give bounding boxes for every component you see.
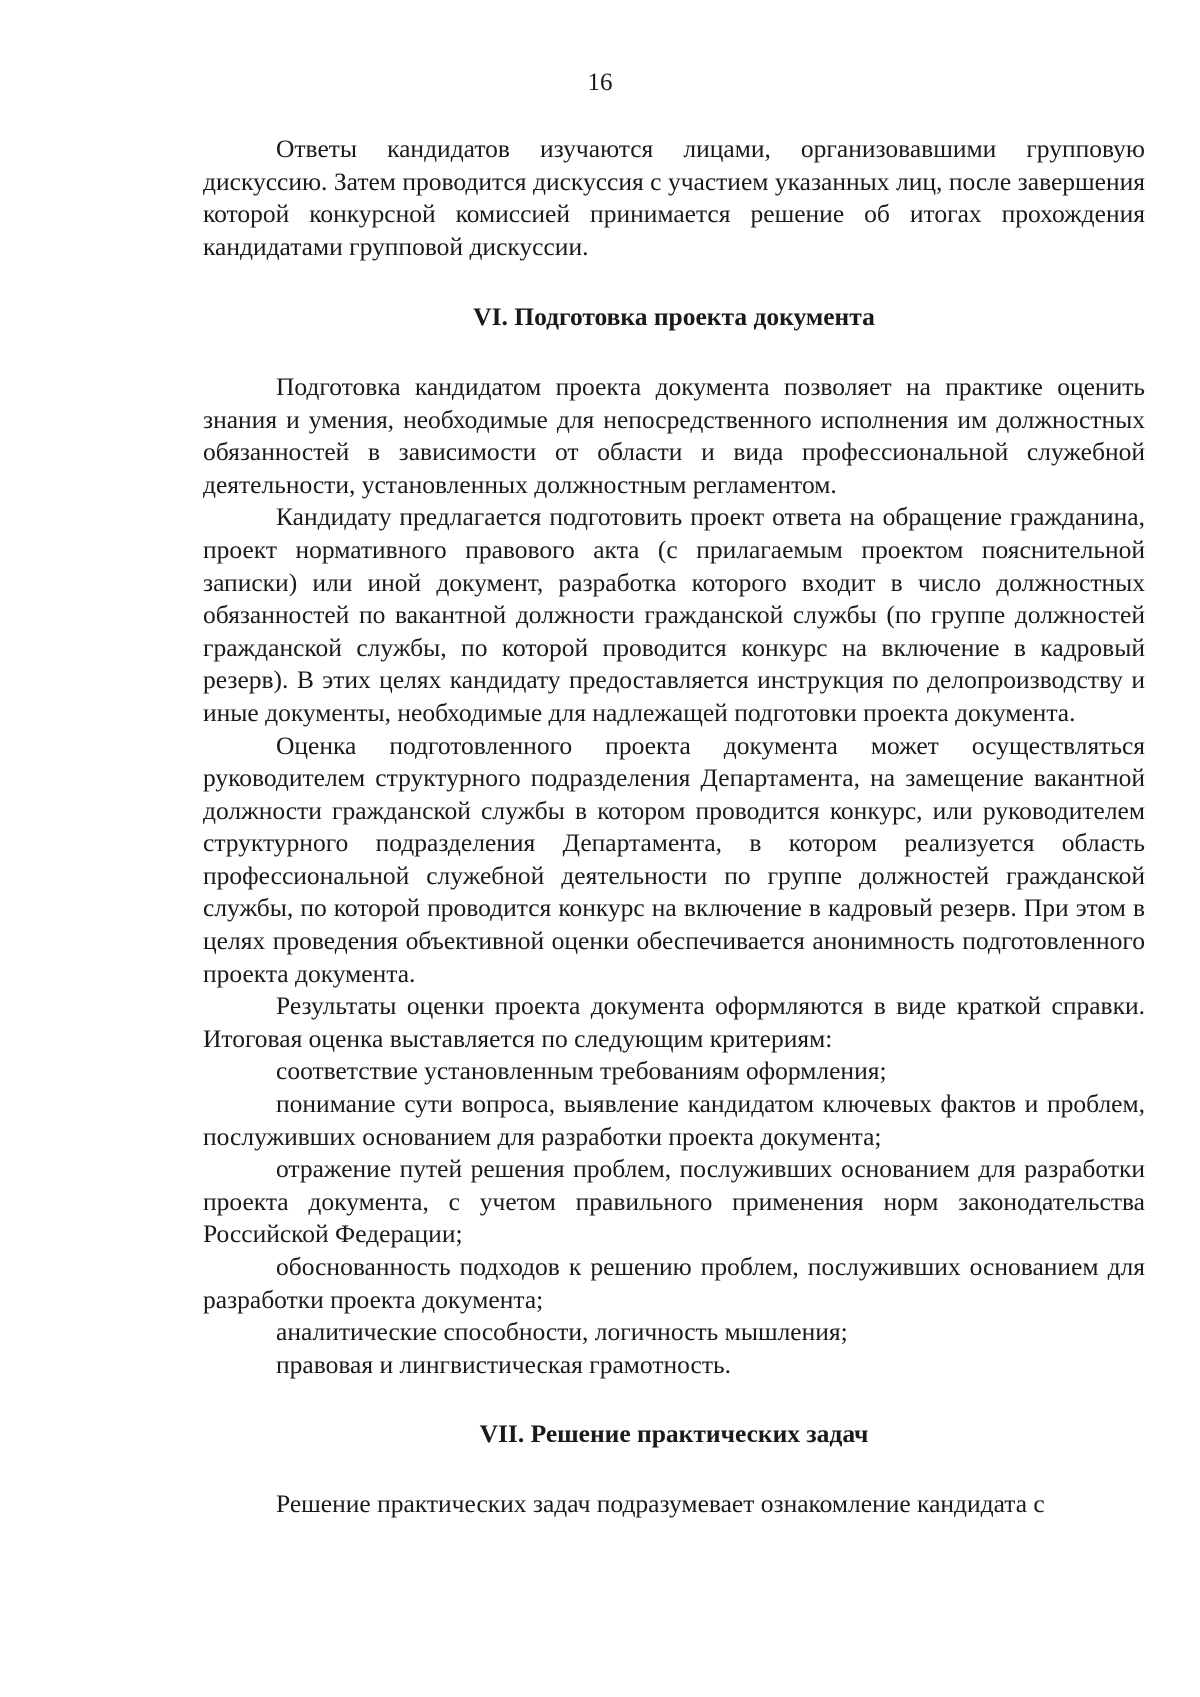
criterion-item: отражение путей решения проблем, послуживших основанием для разработки проекта документа, с учетом правильного применения норм законодательства Российской Федерации; — [203, 1154, 1145, 1249]
section-6-paragraph-3: Оценка подготовленного проекта документа может осуществляться руководителем структурного подразделения Департамента, на замещение вакантной должности гражданской службы в котором проводится конкурс, или руководителем структурного подразделения Департамента, в котором реализуется область профессиональной служебной деятельности по группе должностей гражданской службы, по которой проводится конкурс на включение в кадровый резерв. При этом в целях проведения объективной оценки обеспечивается анонимность подготовленного проекта документа. — [203, 730, 1145, 988]
page-number: 16 — [587, 69, 613, 96]
criterion-item: аналитические способности, логичность мышления; — [276, 1317, 848, 1347]
criterion-item: понимание сути вопроса, выявление кандидатом ключевых фактов и проблем, послуживших основанием для разработки проекта документа; — [203, 1089, 1145, 1151]
section-7-title: VII. Решение практических задач — [479, 1419, 869, 1449]
section-7-paragraph-1: Решение практических задач подразумевает ознакомление кандидата с — [276, 1488, 1045, 1518]
section-6-paragraph-2: Кандидату предлагается подготовить проект ответа на обращение гражданина, проект нормативного правового акта (с прилагаемым проектом пояснительной записки) или иной документ, разработка которого входит в число должностных обязанностей по вакантной должности гражданской службы (по группе должностей гражданской службы, по которой проводится конкурс на включение в кадровый резерв). В этих целях кандидату предоставляется инструкция по делопроизводству и иные документы, необходимые для надлежащей подготовки проекта документа. — [203, 502, 1145, 727]
criterion-item: соответствие установленным требованиям оформления; — [276, 1056, 887, 1086]
intro-paragraph: Ответы кандидатов изучаются лицами, организовавшими групповую дискуссию. Затем проводится дискуссия с участием указанных лиц, после завершения которой конкурсной комиссией принимается решение об итогах прохождения кандидатами групповой дискуссии. — [203, 134, 1145, 261]
section-6-paragraph-4: Результаты оценки проекта документа оформляются в виде краткой справки. Итоговая оценка выставляется по следующим критериям: — [203, 991, 1145, 1053]
section-6-title: VI. Подготовка проекта документа — [473, 302, 875, 332]
section-6-paragraph-1: Подготовка кандидатом проекта документа позволяет на практике оценить знания и умения, необходимые для непосредственного исполнения им должностных обязанностей в зависимости от области и вида профессиональной служебной деятельности, установленных должностным регламентом. — [203, 371, 1145, 499]
criterion-item: обоснованность подходов к решению проблем, послуживших основанием для разработки проекта документа; — [203, 1252, 1145, 1314]
criterion-item: правовая и лингвистическая грамотность. — [276, 1349, 731, 1379]
document-body — [203, 133, 1145, 1521]
